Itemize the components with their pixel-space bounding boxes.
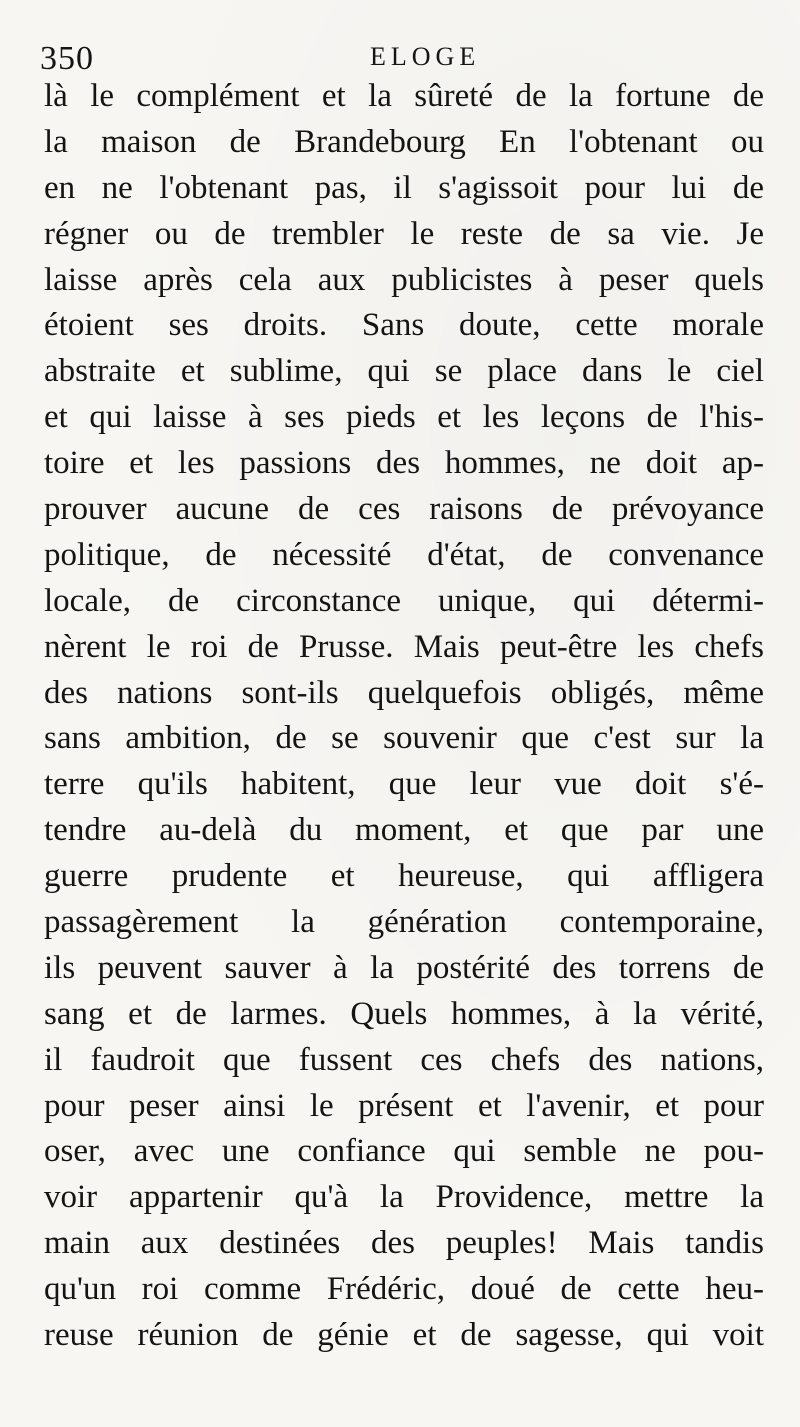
text-line: locale, de circonstance unique, qui détermi- — [44, 582, 764, 619]
text-line: étoient ses droits. Sans doute, cette morale — [44, 307, 764, 344]
text-line: abstraite et sublime, qui se place dans le ciel — [44, 353, 764, 390]
text-line: des nations sont-ils quelquefois obligés, même — [44, 674, 764, 711]
body-text — [44, 74, 764, 1359]
text-line: guerre prudente et heureuse, qui affligera — [44, 858, 764, 895]
text-line: tendre au-delà du moment, et que par une — [44, 812, 764, 849]
text-line: voir appartenir qu'à la Providence, mettre la — [44, 1179, 764, 1216]
text-line: toire et les passions des hommes, ne doit ap- — [44, 445, 764, 482]
text-line: laisse après cela aux publicistes à peser quels — [44, 261, 764, 298]
text-line: terre qu'ils habitent, que leur vue doit s'é- — [44, 766, 764, 803]
text-line: sans ambition, de se souvenir que c'est sur la — [44, 720, 764, 757]
text-line: nèrent le roi de Prusse. Mais peut-être les chefs — [44, 628, 764, 665]
text-line: là le complément et la sûreté de la fortune de — [44, 78, 764, 114]
text-line: main aux destinées des peuples! Mais tandis — [44, 1225, 764, 1262]
text-line: régner ou de trembler le reste de sa vie. Je — [44, 215, 764, 252]
text-line: qu'un roi comme Frédéric, doué de cette heu- — [44, 1271, 764, 1308]
text-line: ils peuvent sauver à la postérité des torrens de — [44, 949, 764, 986]
text-line: et qui laisse à ses pieds et les leçons de l'his- — [44, 399, 764, 436]
text-line: il faudroit que fussent ces chefs des nations, — [44, 1041, 764, 1078]
text-line: oser, avec une confiance qui semble ne pou- — [44, 1133, 764, 1170]
text-line: reuse réunion de génie et de sagesse, qui voit — [44, 1317, 764, 1354]
text-line: la maison de Brandebourg En l'obtenant ou — [44, 123, 764, 160]
text-line: sang et de larmes. Quels hommes, à la vérité, — [44, 995, 764, 1032]
text-line: passagèrement la génération contemporaine, — [44, 904, 764, 941]
text-line: en ne l'obtenant pas, il s'agissoit pour lui de — [44, 169, 764, 206]
text-line: politique, de nécessité d'état, de convenance — [44, 536, 764, 573]
text-line: prouver aucune de ces raisons de prévoyance — [44, 491, 764, 528]
text-line: pour peser ainsi le présent et l'avenir, et pour — [44, 1087, 764, 1124]
page-number: 350 — [40, 40, 94, 77]
running-head: ELOGE — [370, 42, 481, 71]
